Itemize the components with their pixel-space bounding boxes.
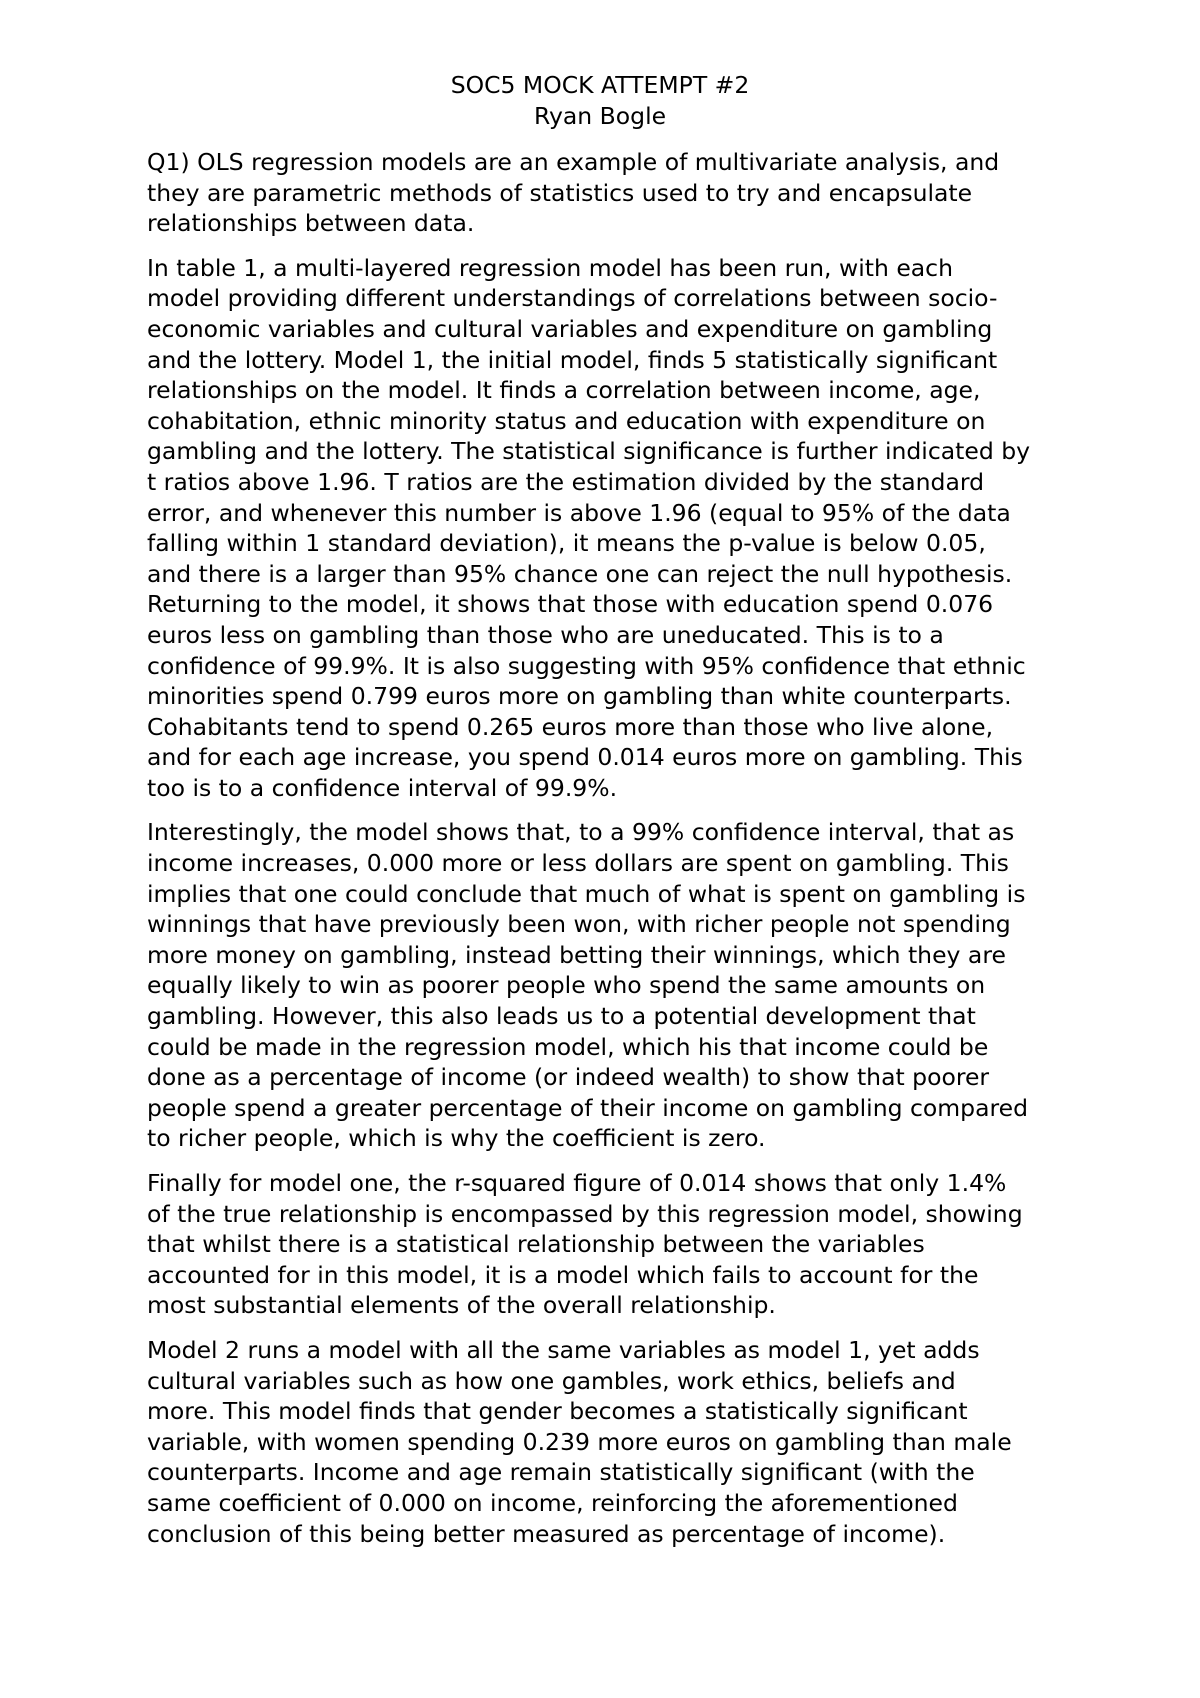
paragraph-5 [147,1335,1077,1549]
text-line: and for each age increase, you spend 0.014 euros more on gambling. This [147,743,1023,772]
text-line: Finally for model one, the r-squared figure of 0.014 shows that only 1.4% [147,1169,1007,1197]
text-line: cultural variables such as how one gambles, work ethics, beliefs and [147,1366,956,1395]
paragraph-3 [147,817,1077,1154]
text-line: equally likely to win as poorer people who spend the same amounts on [147,971,986,1000]
text-line: Model 2 runs a model with all the same variables as model 1, yet adds [147,1335,980,1364]
text-line: In table 1, a multi-layered regression model has been run, with each [147,253,953,282]
text-line: they are parametric methods of statistics used to try and encapsulate [147,178,973,207]
text-line: more money on gambling, instead betting their winnings, which they are [147,940,1006,969]
text-line: conclusion of this being better measured as percentage of income). [147,1519,946,1548]
document-title: SOC5 MOCK ATTEMPT #2 [450,71,750,99]
text-line: model providing different understandings of correlations between socio- [147,284,998,313]
text-line: economic variables and cultural variables and expenditure on gambling [147,314,993,343]
paragraph-1 [147,147,1077,239]
document-header [0,70,1200,132]
text-line: Cohabitants tend to spend 0.265 euros more than those who live alone, [147,712,994,741]
text-line: people spend a greater percentage of their income on gambling compared [147,1093,1028,1122]
text-line: falling within 1 standard deviation), it means the p-value is below 0.05, [147,529,986,558]
text-line: error, and whenever this number is above 1.96 (equal to 95% of the data [147,498,1011,527]
paragraph-2 [147,253,1077,804]
text-line: of the true relationship is encompassed by this regression model, showing [147,1199,1023,1228]
text-line: cohabitation, ethnic minority status and education with expenditure on [147,406,986,435]
text-line: t ratios above 1.96. T ratios are the estimation divided by the standard [147,467,985,496]
text-line: and the lottery. Model 1, the initial model, finds 5 statistically significant [147,345,998,374]
text-line: that whilst there is a statistical relationship between the variables [147,1230,925,1259]
text-line: relationships on the model. It finds a correlation between income, age, [147,376,981,405]
text-line: minorities spend 0.799 euros more on gambling than white counterparts. [147,682,1012,711]
text-line: more. This model finds that gender becomes a statistically significant [147,1397,968,1426]
text-line: implies that one could conclude that much of what is spent on gambling is [147,879,1026,908]
text-line: winnings that have previously been won, with richer people not spending [147,910,1011,939]
text-line: gambling. However, this also leads us to a potential development that [147,1002,976,1031]
text-line: too is to a confidence interval of 99.9%. [147,773,618,802]
document-author: Ryan Bogle [533,102,667,130]
text-line: same coefficient of 0.000 on income, reinforcing the aforementioned [147,1488,958,1517]
text-line: relationships between data. [147,209,475,238]
text-line: counterparts. Income and age remain statistically significant (with the [147,1458,975,1487]
paragraph-4 [147,1168,1077,1321]
text-line: euros less on gambling than those who are uneducated. This is to a [147,620,944,649]
text-line: done as a percentage of income (or indeed wealth) to show that poorer [147,1063,990,1092]
text-line: Returning to the model, it shows that those with education spend 0.076 [147,590,994,619]
text-line: variable, with women spending 0.239 more euros on gambling than male [147,1427,1012,1456]
text-line: income increases, 0.000 more or less dollars are spent on gambling. This [147,849,1009,878]
text-line: could be made in the regression model, which his that income could be [147,1032,989,1061]
text-line: most substantial elements of the overall relationship. [147,1291,776,1320]
text-line: and there is a larger than 95% chance one can reject the null hypothesis. [147,559,1013,588]
document-body [147,147,1077,1563]
text-line: gambling and the lottery. The statistical significance is further indicated by [147,437,1031,466]
text-line: confidence of 99.9%. It is also suggesting with 95% confidence that ethnic [147,651,1026,680]
text-line: Interestingly, the model shows that, to a 99% confidence interval, that as [147,818,1015,847]
text-line: Q1) OLS regression models are an example of multivariate analysis, and [147,148,1000,176]
text-line: accounted for in this model, it is a model which fails to account for the [147,1260,979,1289]
text-line: to richer people, which is why the coefficient is zero. [147,1124,766,1153]
